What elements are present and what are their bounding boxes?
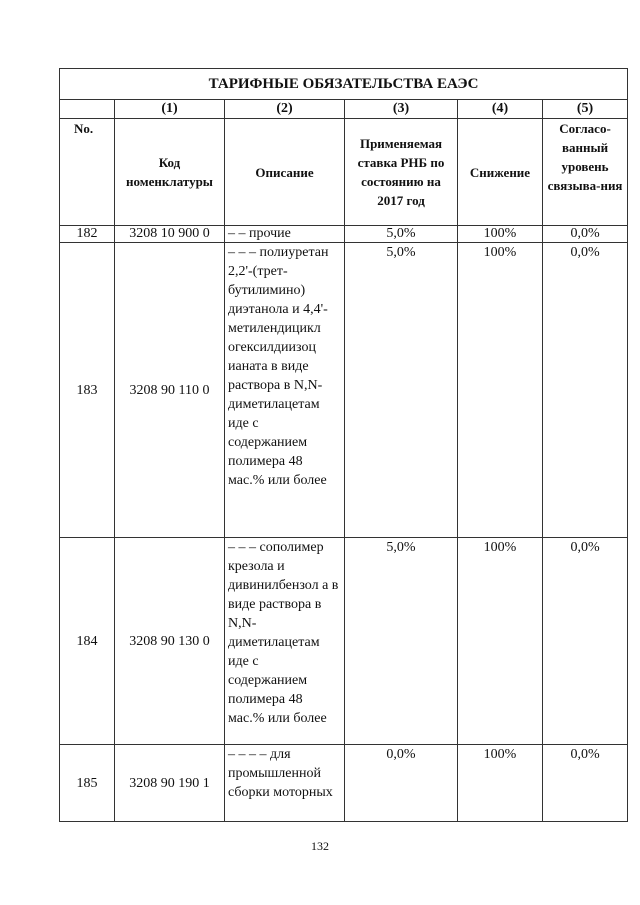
row-description: – – – – для промышленной сборки моторных (225, 745, 345, 822)
row-code: 3208 90 130 0 (115, 538, 225, 745)
row-code: 3208 10 900 0 (115, 226, 225, 243)
row-rate: 5,0% (345, 226, 458, 243)
row-bound: 0,0% (543, 243, 628, 538)
header-applied-rate: Применяемая ставка РНБ по состоянию на 2017 год (345, 119, 458, 226)
row-bound: 0,0% (543, 538, 628, 745)
row-description: – – – полиуретан 2,2'-(трет-бутилимино) диэтанола и 4,4'-метилендицикл огексилдиизоц ианата в виде раствора в N,N-диметилацетам иде с содержанием полимера 48 мас.% или более (225, 243, 345, 538)
col-number-1: (1) (115, 100, 225, 119)
col-number-3: (3) (345, 100, 458, 119)
row-description: – – прочие (225, 226, 345, 243)
row-bound: 0,0% (543, 745, 628, 822)
row-reduction: 100% (458, 226, 543, 243)
table-row (60, 243, 628, 538)
header-no: No. (60, 119, 115, 226)
table-row (60, 745, 628, 822)
row-no: 184 (60, 538, 115, 745)
col-number-2: (2) (225, 100, 345, 119)
col-number-5: (5) (543, 100, 628, 119)
row-no: 183 (60, 243, 115, 538)
table-row (60, 538, 628, 745)
row-rate: 5,0% (345, 538, 458, 745)
row-reduction: 100% (458, 538, 543, 745)
header-description: Описание (225, 119, 345, 226)
row-no: 182 (60, 226, 115, 243)
row-no: 185 (60, 745, 115, 822)
row-description: – – – сополимер крезола и дивинилбензол а в виде раствора в N,N-диметилацетам иде с содержанием полимера 48 мас.% или более (225, 538, 345, 745)
header-code: Код номенклатуры (115, 119, 225, 226)
header-bound-level: Согласо-ванный уровень связыва-ния (543, 119, 628, 226)
page-number: 132 (311, 839, 329, 853)
row-reduction: 100% (458, 243, 543, 538)
row-code: 3208 90 110 0 (115, 243, 225, 538)
row-rate: 5,0% (345, 243, 458, 538)
row-bound: 0,0% (543, 226, 628, 243)
tariff-table (59, 68, 628, 822)
col-number-empty (60, 100, 115, 119)
header-reduction: Снижение (458, 119, 543, 226)
row-code: 3208 90 190 1 (115, 745, 225, 822)
col-number-4: (4) (458, 100, 543, 119)
row-reduction: 100% (458, 745, 543, 822)
table-title: ТАРИФНЫЕ ОБЯЗАТЕЛЬСТВА ЕАЭС (60, 69, 628, 100)
row-rate: 0,0% (345, 745, 458, 822)
table-row (60, 226, 628, 243)
